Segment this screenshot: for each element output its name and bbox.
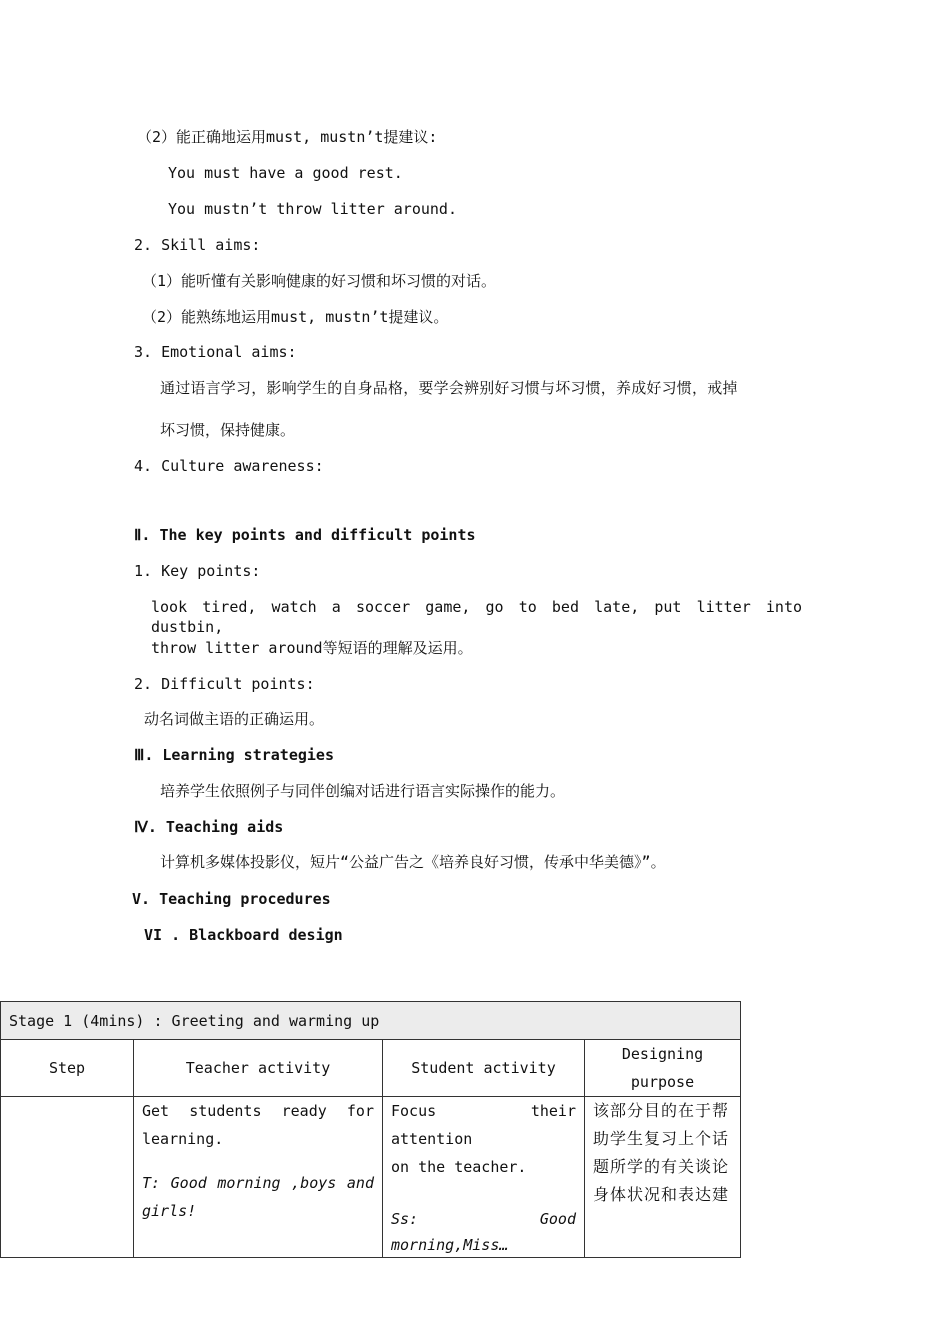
example-sentence-litter: You mustn’t throw litter around. — [168, 200, 457, 218]
teacher-activity-line2: learning. — [142, 1130, 224, 1148]
stage-title: Stage 1 (4mins) : Greeting and warming up — [1, 1002, 741, 1040]
section-heading-key-points: Ⅱ. The key points and difficult points — [134, 526, 476, 544]
text-emotional-aims-1: 通过语言学习，影响学生的自身品格，要学会辨别好习惯与坏习惯，养成好习惯，戒掉 — [160, 379, 738, 397]
student-quote-line1: Ss: Good — [391, 1210, 576, 1228]
section-heading-teaching-procedures: V. Teaching procedures — [132, 890, 331, 908]
cell-step — [1, 1097, 134, 1258]
header-teacher-activity: Teacher activity — [134, 1040, 383, 1097]
purpose-line2: 助学生复习上个话 — [593, 1129, 730, 1148]
example-sentence-rest: You must have a good rest. — [168, 164, 403, 182]
cell-designing-purpose — [585, 1097, 741, 1258]
header-designing-purpose-line2: purpose — [630, 1073, 695, 1091]
student-quote-line2: morning,Miss… — [391, 1236, 509, 1254]
cell-student-activity — [383, 1097, 585, 1258]
table-row — [1, 1097, 741, 1258]
text-skill-aim-2: （2）能熟练地运用must, mustn’t提建议。 — [142, 308, 449, 326]
header-student-activity: Student activity — [383, 1040, 585, 1097]
student-activity-line2: on the teacher. — [391, 1158, 527, 1176]
text-learning-strategies: 培养学生依照例子与同伴创编对话进行语言实际操作的能力。 — [160, 782, 566, 800]
purpose-line4: 身体状况和表达建 — [593, 1185, 730, 1204]
teacher-quote-line2: girls! — [142, 1202, 197, 1220]
section-heading-blackboard-design: VI . Blackboard design — [144, 926, 343, 944]
text-teaching-aids: 计算机多媒体投影仪，短片“公益广告之《培养良好习惯，传承中华美德》”。 — [160, 853, 666, 871]
text-key-phrases-1: look tired, watch a soccer game, go to bed late, put litter into dustbin, — [151, 598, 802, 636]
section-heading-learning-strategies: Ⅲ. Learning strategies — [134, 746, 334, 764]
text-emotional-aims-2: 坏习惯，保持健康。 — [160, 421, 296, 439]
heading-difficult-points: 2. Difficult points: — [134, 675, 315, 693]
cell-teacher-activity — [134, 1097, 383, 1258]
heading-emotional-aims: 3. Emotional aims: — [134, 343, 297, 361]
text-skill-aim-1: （1）能听懂有关影响健康的好习惯和坏习惯的对话。 — [142, 272, 497, 290]
stage-table — [0, 1001, 741, 1258]
purpose-line1: 该部分目的在于帮 — [593, 1101, 730, 1120]
heading-key-points: 1. Key points: — [134, 562, 261, 580]
section-heading-teaching-aids: Ⅳ. Teaching aids — [134, 818, 284, 836]
student-activity-line1: Focus their attention — [391, 1102, 576, 1148]
header-designing-purpose — [585, 1040, 741, 1097]
heading-culture-awareness: 4. Culture awareness: — [134, 457, 324, 475]
purpose-line3: 题所学的有关谈论 — [593, 1157, 730, 1176]
text-key-phrases-2: throw litter around等短语的理解及运用。 — [151, 639, 473, 657]
header-step: Step — [1, 1040, 134, 1097]
header-designing-purpose-line1: Designing — [621, 1045, 704, 1063]
teacher-activity-line1: Get students ready for — [142, 1102, 374, 1120]
text-difficult-points: 动名词做主语的正确运用。 — [144, 710, 325, 728]
heading-skill-aims: 2. Skill aims: — [134, 236, 261, 254]
text-must-suggestion: （2）能正确地运用must, mustn’t提建议: — [137, 128, 438, 146]
teacher-quote-line1: T: Good morning ,boys and — [142, 1174, 374, 1192]
